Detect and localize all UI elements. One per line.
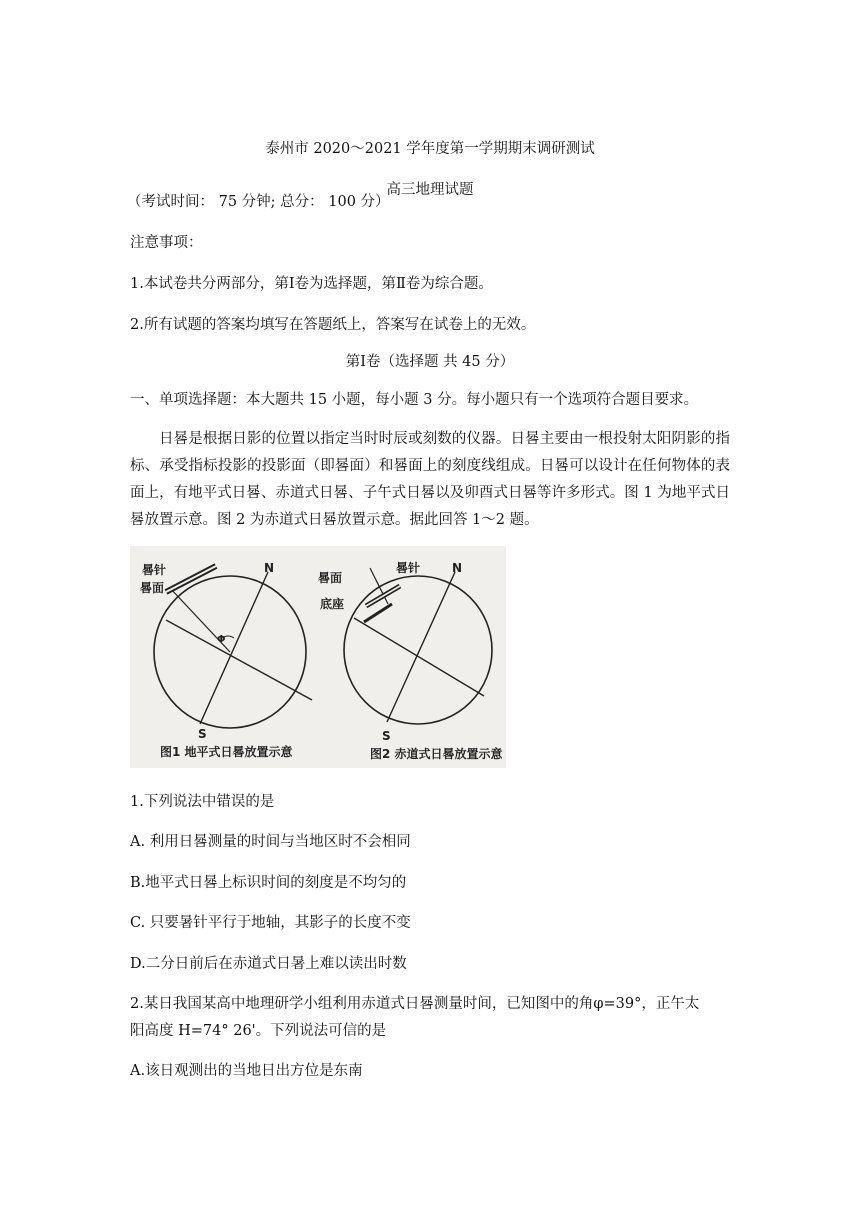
sundial-figure — [130, 546, 506, 768]
fig2-face-label: 晷面 — [318, 571, 343, 585]
figure-1-diagram — [140, 561, 312, 759]
question-1-stem: 1.下列说法中错误的是 — [130, 794, 275, 810]
fig2-north-label: N — [452, 561, 463, 575]
exam-title: 泰州市 2020～2021 学年度第一学期期末调研测试 — [265, 141, 595, 157]
passage: 日晷是根据日影的位置以指定当时时辰或刻数的仪器。日晷主要由一根投射太阳阴影的指标、承受指标投影的投影面（即晷面）和晷面上的刻度线组成。日晷可以设计在任何物体的表面上，有地平式日晷、赤道式日晷、子午式日晷以及卯酉式日晷等许多形式。图 1 为地平式日晷放置示意。图 2 为赤道式日晷放置示意。据此回答 1～2 题。 — [130, 431, 730, 528]
figure-2-diagram — [318, 560, 503, 761]
fig2-south-label: S — [382, 729, 391, 743]
fig2-caption: 图2 赤道式日晷放置示意 — [370, 747, 503, 761]
fig2-gnomon-label: 晷针 — [396, 561, 421, 575]
question-2-stem-line-1: 2.某日我国某高中地理研学小组利用赤道式日晷测量时间，已知图中的角φ=39°，正午太 — [130, 996, 700, 1012]
question-1-option-d: D.二分日前后在赤道式日暑上难以读出时数 — [130, 956, 407, 972]
fig1-north-label: N — [264, 561, 275, 575]
note-item: 2.所有试题的答案均填写在答题纸上，答案写在试卷上的无效。 — [130, 317, 536, 333]
notes-heading: 注意事项： — [130, 235, 203, 251]
fig1-face-label: 晷面 — [140, 581, 165, 595]
note-item: 1.本试卷共分两部分，第Ⅰ卷为选择题，第Ⅱ卷为综合题。 — [130, 276, 493, 292]
question-2-stem-line-2: 阳高度 H=74° 26'。下列说法可信的是 — [130, 1023, 387, 1039]
section-title: 第Ⅰ卷（选择题 共 45 分） — [345, 354, 515, 370]
question-1-option-b: B.地平式日晷上标识时间的刻度是不均匀的 — [130, 875, 407, 891]
exam-info: （考试时间： 75 分钟; 总分： 100 分） — [127, 194, 390, 210]
fig1-phi-label: Φ — [217, 634, 226, 645]
question-1-option-c: C. 只要暑针平行于地轴，其影子的长度不变 — [130, 915, 411, 931]
fig1-gnomon-label: 晷针 — [142, 563, 167, 577]
fig1-south-label: S — [198, 727, 207, 741]
question-2-option-a: A.该日观测出的当地日出方位是东南 — [130, 1063, 363, 1079]
fig1-caption: 图1 地平式日晷放置示意 — [160, 745, 293, 759]
section-instruction: 一、单项选择题：本大题共 15 小题，每小题 3 分。每小题只有一个选项符合题目要求。 — [130, 392, 699, 408]
fig2-base-label: 底座 — [320, 597, 345, 611]
exam-subtitle: 高三地理试题 — [386, 182, 474, 198]
question-1-option-a: A. 利用日晷测量的时间与当地区时不会相同 — [130, 834, 411, 850]
